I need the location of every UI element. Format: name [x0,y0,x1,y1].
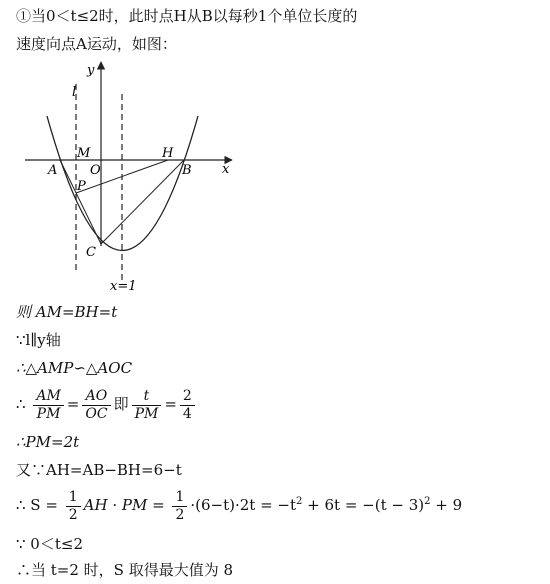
fraction-2-4: $\frac{2}{4}$ [180,388,195,423]
segment-bc [101,160,184,244]
label-h: H [162,146,174,161]
step-8: ∵ 0＜t≤2 [16,535,83,553]
fraction-ao-oc: $\frac{AO}{OC}$ [82,388,110,423]
step-3: ∴△AMP∽△AOC [16,359,133,377]
label-o: O [90,163,101,178]
label-y: y [87,63,95,78]
fraction-am-pm: $\frac{AM}{PM}$ [33,388,63,423]
step-7: ∴ S = $\frac{1}{2}$ AH · PM = $\frac{1}{2}$ $\cdot(6-t)\cdot 2t = -t^2 + 6t = -(t - 3)^2 + 9$ [16,488,463,523]
intro-line-1: ①当0＜t≤2时，此时点H从B以每秒1个单位长度的 [16,7,358,25]
step-4-prefix: ∴ [16,395,26,413]
step-5: ∴PM=2t [16,433,80,451]
step-9: ∴当 t=2 时，S 取得最大值为 8 [16,561,234,579]
label-b: B [182,163,192,178]
step-6: 又∵AH=AB−BH=6−t [16,461,182,479]
step-2: ∵l∥y轴 [16,331,61,349]
intro-line-2: 速度向点A运动，如图： [16,35,177,53]
fraction-half-2: $\frac{1}{2}$ [172,489,187,524]
label-p: P [77,179,86,194]
step-4: ∴ $\frac{AM}{PM}$ = $\frac{AO}{OC}$ 即 $\frac{t}{PM}$ = $\frac{2}{4}$ [16,386,198,423]
parabola-figure [20,56,280,296]
step-4-mid: 即 [113,395,129,413]
fraction-half-1: $\frac{1}{2}$ [66,489,81,524]
label-m: M [77,146,91,161]
label-a: A [48,163,58,178]
step-1: 则 AM=BH=t [16,303,118,321]
fraction-t-pm: $\frac{t}{PM}$ [132,388,162,423]
label-c: C [86,245,96,260]
label-l: l [72,85,77,100]
label-x: x [222,162,230,177]
label-axis: x=1 [110,279,137,294]
